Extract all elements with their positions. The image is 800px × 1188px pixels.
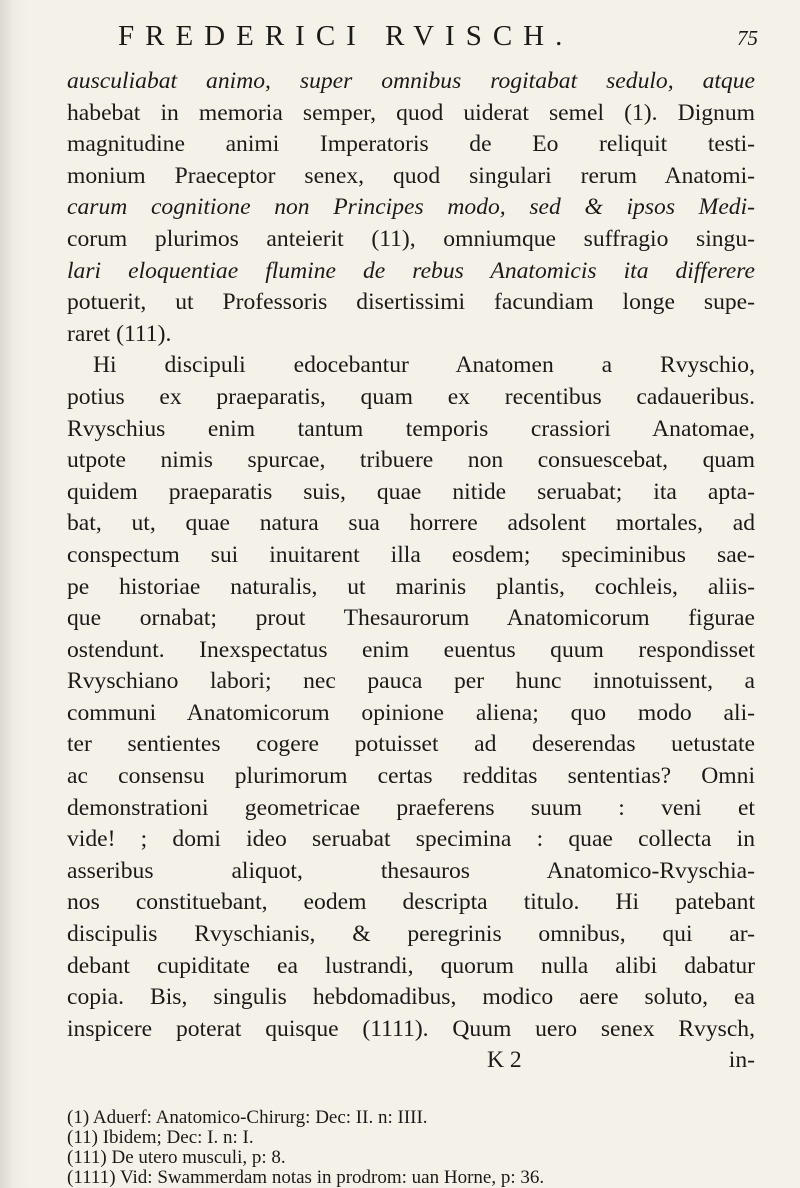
text-line: monium Praeceptor senex, quod singulari rerum Anatomi- (67, 162, 755, 189)
text-line: Rvyschius enim tantum temporis crassiori Anatomae, (67, 415, 755, 442)
running-head: FREDERICI RVISCH. (118, 20, 574, 52)
footnote: (111) De utero musculi, p: 8. (67, 1147, 286, 1168)
text-line: Rvyschiano labori; nec pauca per hunc innotuissent, a (67, 668, 755, 695)
footnote: (11) Ibidem; Dec: I. n: I. (67, 1127, 254, 1148)
text-line: corum plurimos anteierit (11), omniumque suffragio singu- (67, 225, 755, 252)
text-line: pe historiae naturalis, ut marinis plantis, cochleis, aliis- (67, 573, 755, 600)
text-line: asseribus aliquot, thesauros Anatomico-Rvyschia- (67, 857, 755, 884)
text-line: bat, ut, quae natura sua horrere adsolent mortales, ad (67, 510, 755, 537)
footnotes (67, 1108, 755, 1188)
footnote: (1111) Vid: Swammerdam notas in prodrom: uan Horne, p: 36. (67, 1167, 545, 1188)
text-line: potuerit, ut Professoris disertissimi facundiam longe supe- (67, 289, 755, 316)
text-line: conspectum sui inuitarent illa eosdem; speciminibus sae- (67, 541, 755, 568)
page-number: 75 (737, 26, 758, 50)
text-line: communi Anatomicorum opinione aliena; quo modo ali- (67, 699, 755, 726)
text-line: habebat in memoria semper, quod uiderat semel (1). Dignum (67, 99, 755, 126)
text-line: lari eloquentiae flumine de rebus Anatomicis ita differere (67, 257, 755, 284)
footnote: (1) Aduerf: Anatomico-Chirurg: Dec: II. n: IIII. (67, 1107, 428, 1128)
text-line: utpote nimis spurcae, tribuere non consuescebat, quam (67, 447, 755, 474)
text-line: vide! ; domi ideo seruabat specimina : quae collecta in (67, 826, 755, 853)
signature-mark: K 2 (487, 1047, 522, 1074)
text-line: potius ex praeparatis, quam ex recentibus cadaueribus. (67, 383, 755, 410)
text-line: carum cognitione non Principes modo, sed & ipsos Medi- (67, 194, 755, 221)
body-text (67, 66, 755, 1077)
text-line: demonstrationi geometricae praeferens suum : veni et (67, 794, 755, 821)
text-line: ausculiabat animo, super omnibus rogitabat sedulo, atque (67, 68, 755, 94)
text-line: magnitudine animi Imperatoris de Eo reliquit testi- (67, 131, 755, 158)
page-header (118, 20, 758, 64)
text-line: ter sentientes cogere potuisset ad deserendas uetustate (67, 731, 755, 758)
text-line: copia. Bis, singulis hebdomadibus, modico aere soluto, ea (67, 984, 755, 1011)
catchword: in- (728, 1047, 755, 1074)
text-line: quidem praeparatis suis, quae nitide seruabat; ita apta- (67, 478, 755, 505)
text-line: debant cupiditate ea lustrandi, quorum nulla alibi dabatur (67, 952, 755, 979)
catchline (67, 1045, 755, 1077)
text-line: ac consensu plurimorum certas redditas sententias? Omni (67, 763, 755, 790)
text-line: Hi discipuli edocebantur Anatomen a Rvyschio, (93, 352, 755, 379)
text-line: discipulis Rvyschianis, & peregrinis omnibus, qui ar- (67, 921, 755, 948)
text-line: ostendunt. Inexspectatus enim euentus quum respondisset (67, 636, 755, 663)
text-line: inspicere poterat quisque (1111). Quum uero senex Rvysch, (67, 1015, 755, 1042)
text-line: que ornabat; prout Thesaurorum Anatomicorum figurae (67, 605, 755, 632)
text-line: nos constituebant, eodem descripta titulo. Hi patebant (67, 889, 755, 916)
text-line: raret (111). (67, 320, 172, 347)
